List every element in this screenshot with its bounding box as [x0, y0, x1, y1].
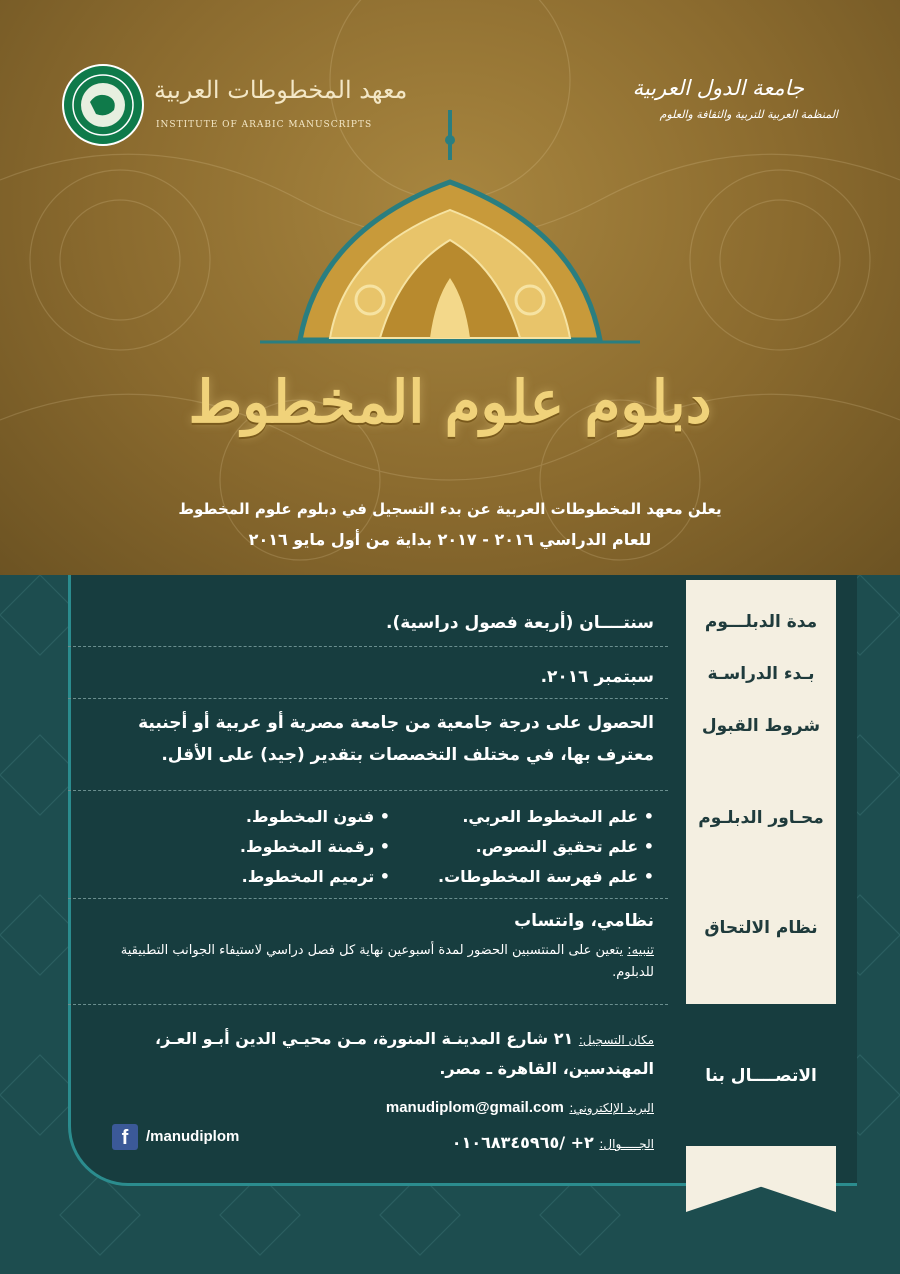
mobile-number[interactable]: ٢+ /٠١٠٦٨٣٤٥٩٦٥: [451, 1133, 594, 1152]
arab-league-name: جامعة الدول العربية: [632, 76, 804, 100]
list-item: • رقمنة المخطوط.: [239, 837, 390, 856]
announcement-line: يعلن معهد المخطوطات العربية عن بدء التسجيل في دبلوم علوم المخطوط: [178, 500, 722, 518]
institute-name-en: INSTITUTE OF ARABIC MANUSCRIPTS: [156, 120, 373, 130]
list-item: • فنون المخطوط.: [245, 807, 390, 826]
academic-year-line: للعام الدراسي ٢٠١٦ - ٢٠١٧ بداية من أول مايو ٢٠١٦: [248, 530, 652, 549]
label-topics: محـاور الدبلـوم: [698, 808, 824, 828]
email-label: البريد الإلكتروني:: [569, 1101, 654, 1115]
email-link[interactable]: manudiplom@gmail.com: [385, 1099, 564, 1116]
institute-seal-icon: [62, 64, 144, 146]
admission-line-1: الحصول على درجة جامعية من جامعة مصرية أو عربية أو أجنبية: [138, 713, 654, 733]
admission-line-2: معترف بها، في مختلف التخصصات بتقدير (جيد) على الأقل.: [161, 745, 654, 765]
row-divider: [68, 898, 668, 899]
start-value: سبتمبر ٢٠١٦.: [540, 667, 654, 687]
facebook-icon[interactable]: f: [112, 1124, 138, 1150]
registration-address: [94, 1024, 654, 1055]
label-contact: الاتصــــال بنا: [705, 1066, 817, 1086]
topics-list-right: [438, 802, 654, 892]
place-label: مكان التسجيل:: [578, 1033, 654, 1047]
address-line-2: المهندسين، القاهرة ـ مصر.: [439, 1059, 654, 1078]
mobile-label: الجـــــوال:: [599, 1137, 654, 1151]
topics-list-left: [240, 802, 390, 892]
label-duration: مدة الدبلـــوم: [704, 612, 818, 632]
list-item: • ترميم المخطوط.: [241, 867, 390, 886]
duration-value: سنتــــان (أربعة فصول دراسية).: [386, 613, 654, 633]
alecso-name: المنظمة العربية للتربية والثقافة والعلوم: [659, 108, 838, 121]
label-start: بـدء الدراسـة: [707, 664, 815, 684]
row-divider: [68, 1004, 668, 1005]
note-label: تنبيه:: [627, 943, 654, 958]
address-line-1: ٢١ شارع المدينـة المنورة، مـن محيـي الدين أبـو العـز،: [155, 1029, 574, 1048]
facebook-link[interactable]: /manudiplom: [146, 1128, 240, 1145]
label-enrollment: نظام الالتحاق: [704, 918, 818, 938]
enrollment-value: نظامي، وانتساب: [514, 911, 654, 931]
list-item: • علم فهرسة المخطوطات.: [438, 867, 654, 886]
enrollment-note: [94, 940, 654, 984]
list-item: • علم المخطوط العربي.: [462, 807, 654, 826]
label-admission: شروط القبول: [701, 716, 821, 736]
institute-name-ar: معهد المخطوطات العربية: [154, 76, 408, 104]
row-divider: [68, 698, 668, 699]
list-item: • علم تحقيق النصوص.: [475, 837, 654, 856]
email-row: [386, 1092, 654, 1123]
dome-ornament-icon: [260, 110, 640, 350]
row-divider: [68, 790, 668, 791]
mobile-row: [452, 1128, 654, 1159]
row-divider: [68, 646, 668, 647]
page-title: دبلوم علوم المخطوط: [188, 368, 712, 436]
note-text: يتعين على المنتسبين الحضور لمدة أسبوعين نهاية كل فصل دراسي لاستيفاء الجوانب التطبيقية للدبلوم.: [120, 943, 654, 980]
